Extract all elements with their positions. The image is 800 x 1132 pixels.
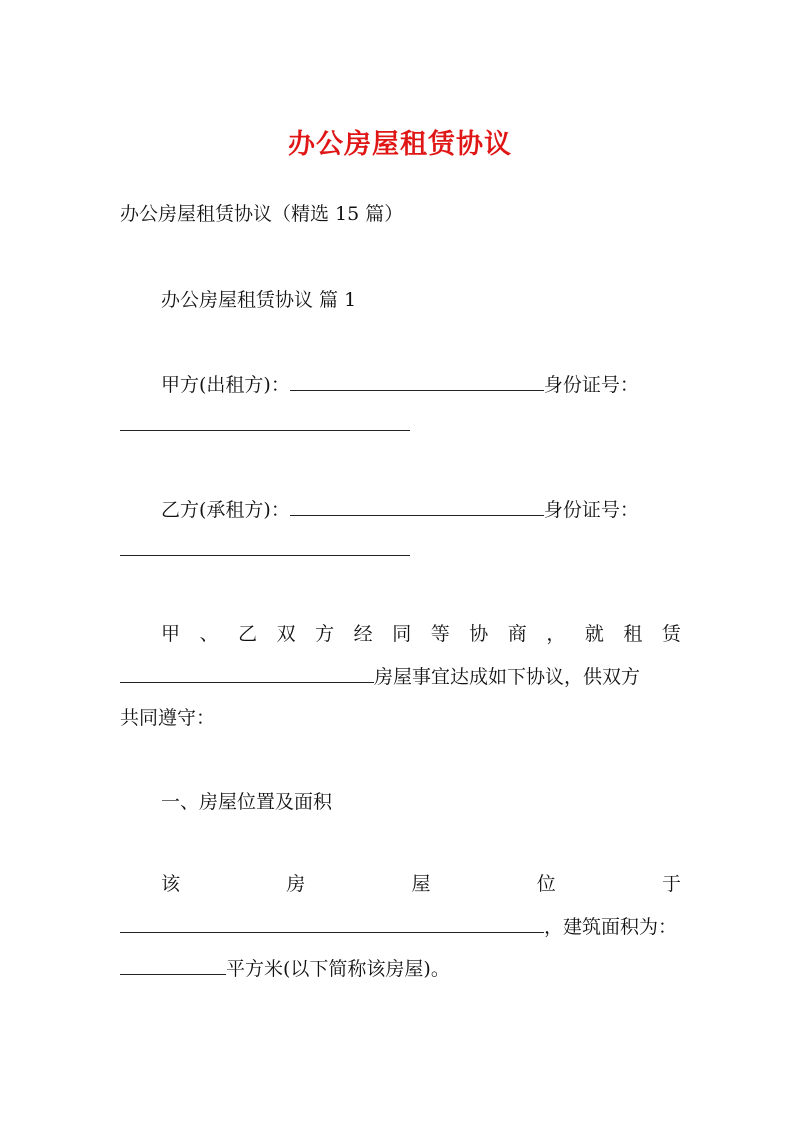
intro-char: 等: [430, 623, 450, 645]
intro-char: 协: [469, 623, 489, 645]
party-b-id-label: 身份证号：: [543, 499, 639, 521]
clause-1-char: 房: [286, 873, 306, 895]
intro-line-2-text: 房屋事宜达成如下协议，供双方: [374, 666, 641, 688]
floor-area-field[interactable]: [120, 956, 226, 975]
intro-spread-line: [161, 622, 681, 646]
clause-1-line-3: [120, 956, 450, 981]
clause-1-line-2-text: ，建筑面积为：: [544, 916, 678, 938]
intro-line-3: 共同遵守：: [120, 707, 216, 729]
clause-1-line-3-text: 平方米(以下简称该房屋)。: [226, 958, 450, 980]
intro-char: 赁: [661, 623, 681, 645]
party-a-name-field[interactable]: [290, 372, 544, 391]
intro-line-2: [120, 664, 640, 689]
clause-1-heading: 一、房屋位置及面积: [161, 791, 333, 813]
intro-char: 经: [353, 623, 373, 645]
intro-char: 甲: [161, 623, 181, 645]
party-b-id-field[interactable]: [120, 555, 410, 556]
party-a-label: 甲方(出租方)：: [161, 374, 290, 396]
intro-char: 双: [276, 623, 296, 645]
intro-char: 乙: [238, 623, 258, 645]
clause-1-char: 该: [161, 873, 181, 895]
property-location-field[interactable]: [120, 914, 544, 933]
party-b-name-field[interactable]: [290, 497, 544, 516]
party-a-row: [161, 372, 639, 397]
document-title: 办公房屋租赁协议: [288, 129, 512, 160]
intro-char: 就: [584, 623, 604, 645]
clause-1-char: 屋: [411, 873, 431, 895]
section-heading: 办公房屋租赁协议 篇 1: [161, 289, 357, 311]
document-subtitle: 办公房屋租赁协议（精选 15 篇）: [120, 203, 404, 225]
intro-char: 商: [507, 623, 527, 645]
intro-char: 租: [623, 623, 643, 645]
party-a-id-label: 身份证号：: [543, 374, 639, 396]
party-a-id-field[interactable]: [120, 430, 410, 431]
party-b-label: 乙方(承租方)：: [161, 499, 290, 521]
clause-1-char: 于: [661, 873, 681, 895]
intro-char: ，: [546, 623, 566, 645]
intro-char: 方: [315, 623, 335, 645]
intro-char: 、: [199, 623, 219, 645]
property-name-field[interactable]: [120, 664, 374, 683]
party-b-row: [161, 497, 639, 522]
clause-1-line-2: [120, 914, 677, 939]
intro-char: 同: [392, 623, 412, 645]
clause-1-char: 位: [536, 873, 556, 895]
clause-1-spread-line: [161, 872, 681, 896]
